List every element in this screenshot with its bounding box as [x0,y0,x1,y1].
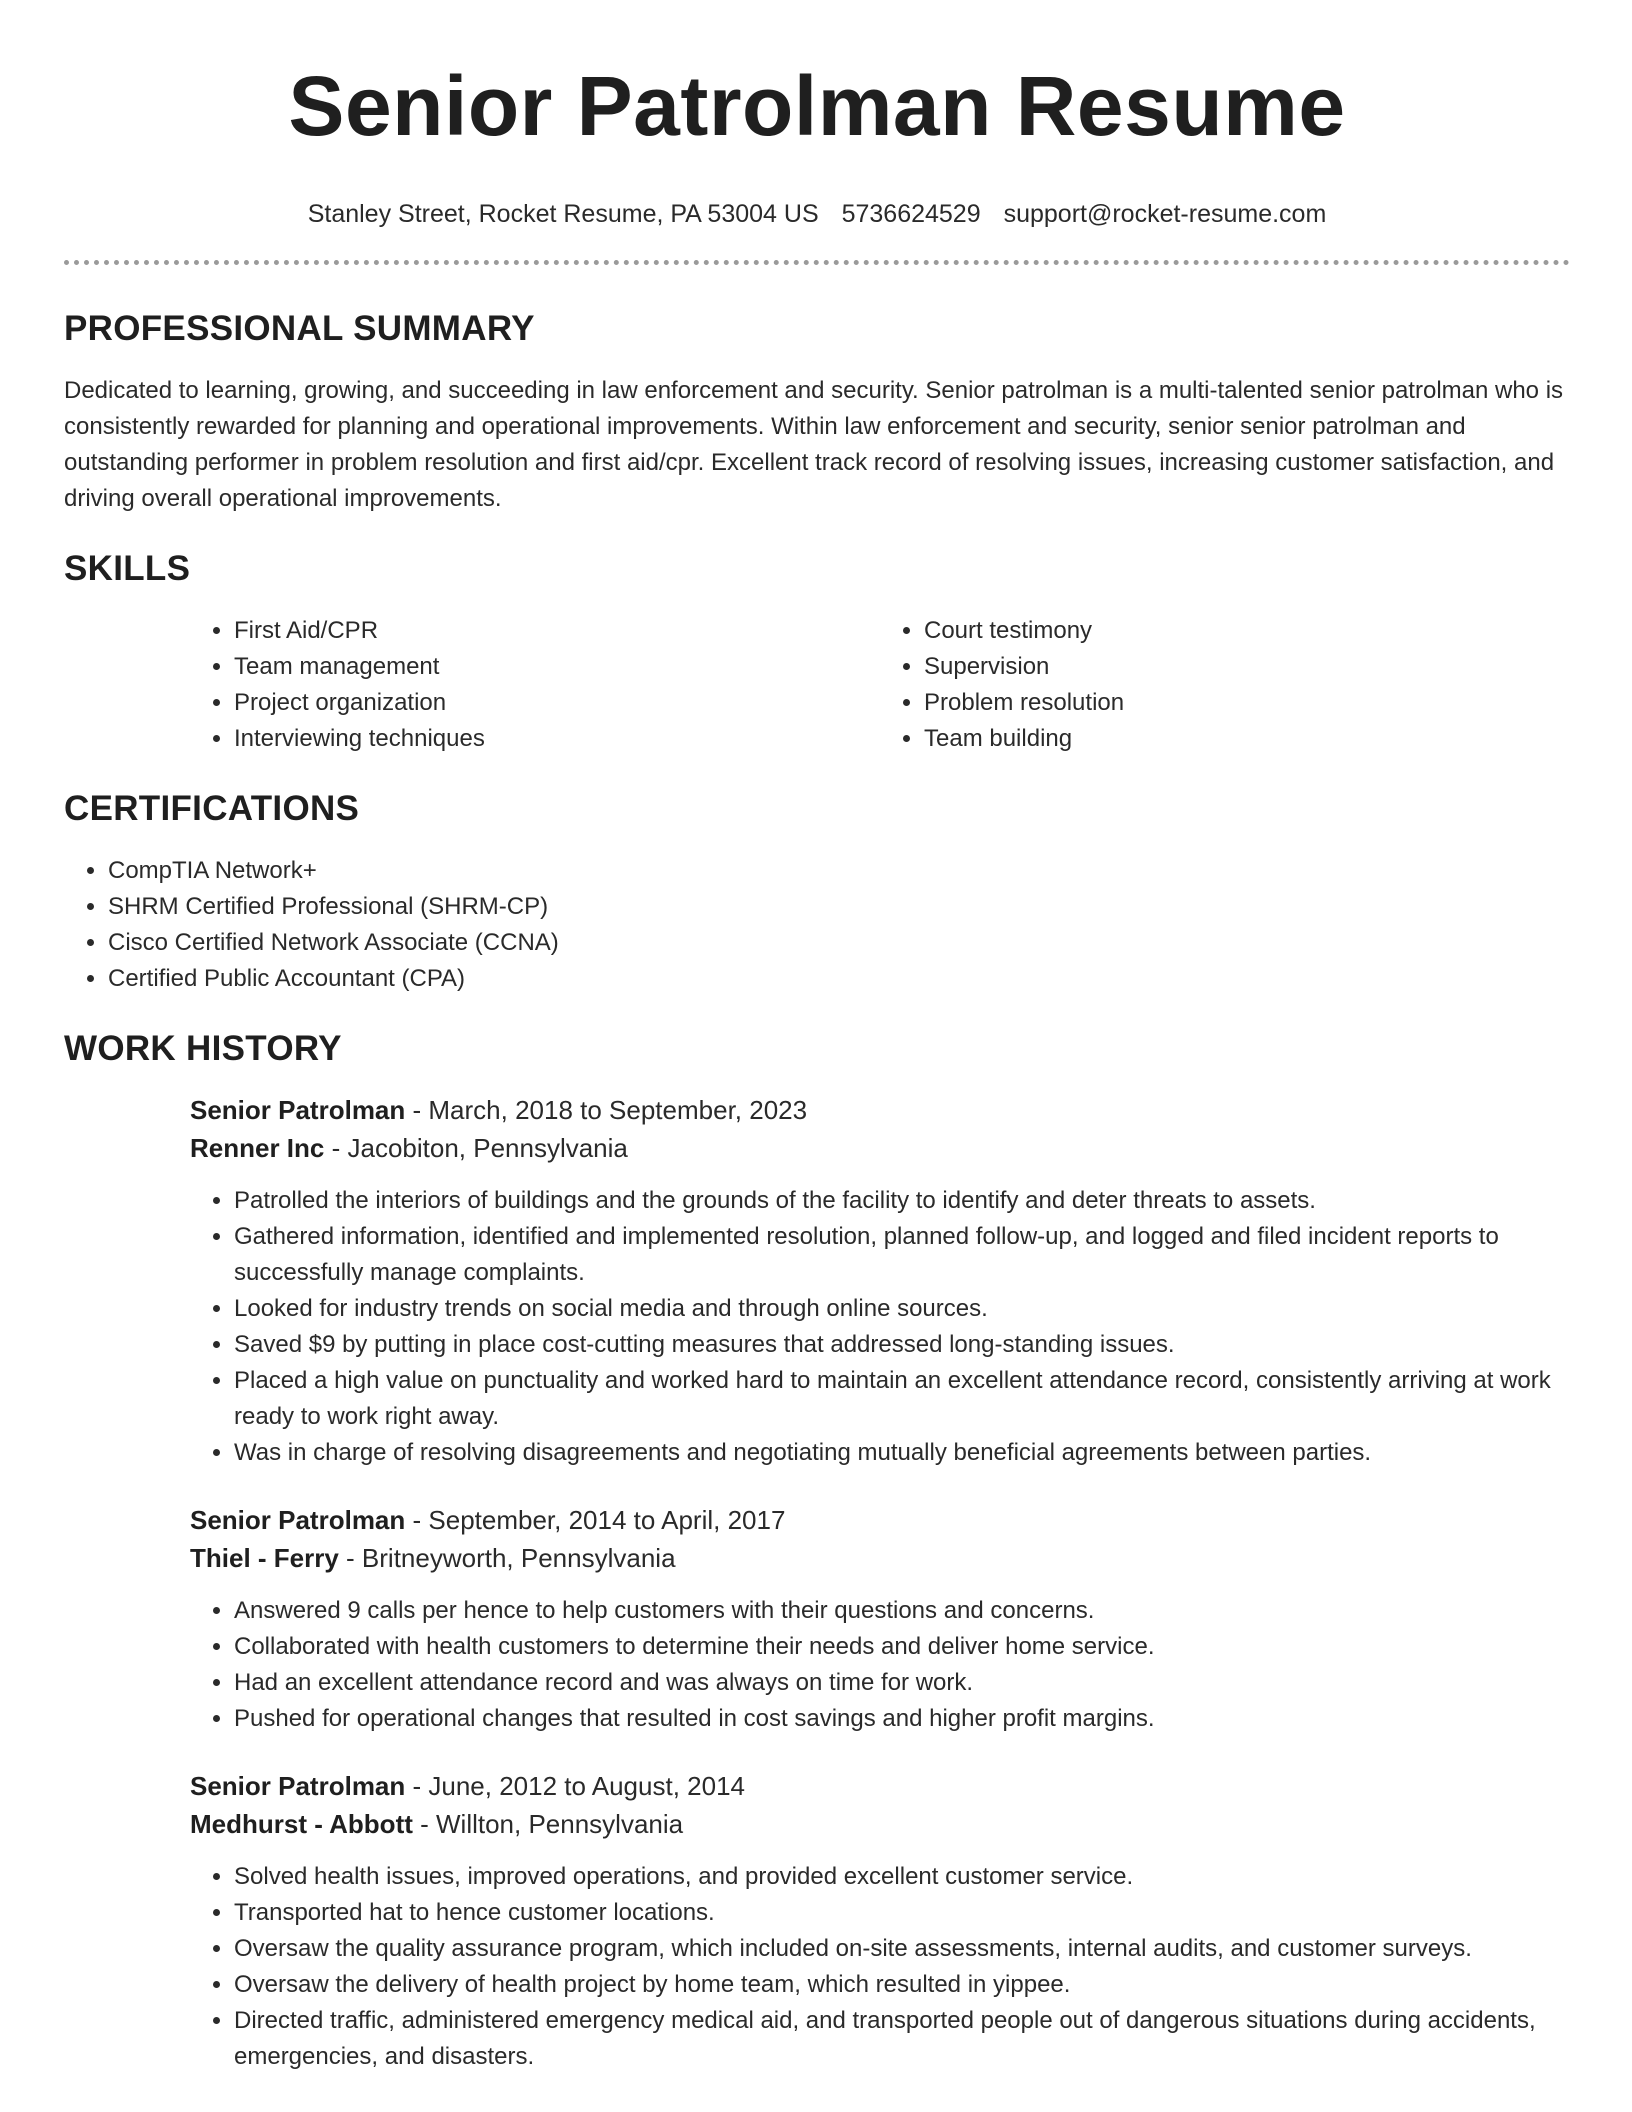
skill-item: • Team management [234,649,880,685]
job-duties-list [190,1859,1570,2075]
job-duty: • Oversaw the delivery of health project by home team, which resulted in yippee. [234,1967,1570,2003]
contact-line [64,198,1570,230]
resume-page [64,0,1570,2075]
work-history-section [64,1027,1570,2075]
skill-item: • Team building [924,721,1570,757]
job-location: - Britneyworth, Pennsylvania [338,1543,676,1573]
skills-grid [190,613,1570,757]
job-location: - Willton, Pennsylvania [412,1809,684,1839]
job-duty: • Directed traffic, administered emergency medical aid, and transported people out of dangerous situations during accidents, emergencies, and disasters. [234,2003,1570,2075]
certification-item: • SHRM Certified Professional (SHRM-CP) [108,889,1570,925]
job-duty: • Had an excellent attendance record and was always on time for work. [234,1665,1570,1701]
job-company: Renner Inc [190,1133,325,1163]
header-divider [64,260,1570,265]
contact-email: support@rocket-resume.com [1003,200,1327,228]
job-company: Medhurst - Abbott [190,1809,413,1839]
skill-item: • Supervision [924,649,1570,685]
contact-address: Stanley Street, Rocket Resume, PA 53004 US [307,200,819,228]
job-company: Thiel - Ferry [190,1543,339,1573]
job-duty: • Oversaw the quality assurance program, which included on-site assessments, internal audits, and customer surveys. [234,1931,1570,1967]
work-history-heading: WORK HISTORY [64,1029,342,1068]
certifications-heading: CERTIFICATIONS [64,789,360,828]
job-dates: - June, 2012 to August, 2014 [405,1771,745,1801]
skill-item: • Interviewing techniques [234,721,880,757]
job-duty: • Transported hat to hence customer locations. [234,1895,1570,1931]
resume-title: Senior Patrolman Resume [288,59,1346,153]
skills-section [64,547,1570,757]
skill-item: • Court testimony [924,613,1570,649]
job-duty: • Saved $9 by putting in place cost-cutting measures that addressed long-standing issues. [234,1327,1570,1363]
job-duties-list [190,1593,1570,1737]
job-location: - Jacobiton, Pennsylvania [324,1133,628,1163]
skills-list-left [190,613,880,757]
job-title: Senior Patrolman [190,1771,406,1801]
skill-item: • Problem resolution [924,685,1570,721]
job-title: Senior Patrolman [190,1505,406,1535]
skill-item: • Project organization [234,685,880,721]
certification-item: • Certified Public Accountant (CPA) [108,961,1570,997]
job-duty: • Answered 9 calls per hence to help customers with their questions and concerns. [234,1593,1570,1629]
job-title: Senior Patrolman [190,1095,406,1125]
skills-list-right [880,613,1570,757]
certifications-list [64,853,1570,997]
summary-section [64,307,1570,517]
skills-heading: SKILLS [64,549,191,588]
contact-phone: 5736624529 [841,200,981,228]
job-duty: • Was in charge of resolving disagreements and negotiating mutually beneficial agreements between parties. [234,1435,1570,1471]
skill-item: • First Aid/CPR [234,613,880,649]
job-duty: • Gathered information, identified and implemented resolution, planned follow-up, and logged and filed incident reports to successfully manage complaints. [234,1219,1570,1291]
job-duty: • Patrolled the interiors of buildings and the grounds of the facility to identify and deter threats to assets. [234,1183,1570,1219]
job-entry [190,1091,1570,1471]
job-company-line [190,1805,1570,1843]
job-duties-list [190,1183,1570,1471]
job-duty: • Looked for industry trends on social media and through online sources. [234,1291,1570,1327]
job-duty: • Placed a high value on punctuality and worked hard to maintain an excellent attendance record, consistently arriving at work ready to work right away. [234,1363,1570,1435]
job-title-line [190,1767,1570,1805]
job-company-line [190,1539,1570,1577]
certification-item: • Cisco Certified Network Associate (CCNA) [108,925,1570,961]
job-title-line [190,1501,1570,1539]
summary-text: Dedicated to learning, growing, and succeeding in law enforcement and security. Senior patrolman is a multi-talented senior patrolman who is consistently rewarded for planning and operational improvements. Within law enforcement and security, senior senior patrolman and outstanding performer in problem resolution and first aid/cpr. Excellent track record of resolving issues, increasing customer satisfaction, and driving overall operational improvements. [64,377,1564,512]
job-duty: • Collaborated with health customers to determine their needs and deliver home service. [234,1629,1570,1665]
job-entry [190,1501,1570,1737]
certification-item: • CompTIA Network+ [108,853,1570,889]
job-title-line [190,1091,1570,1129]
certifications-section [64,787,1570,997]
job-entry [190,1767,1570,2075]
summary-heading: PROFESSIONAL SUMMARY [64,309,535,348]
job-duty: • Pushed for operational changes that resulted in cost savings and higher profit margins. [234,1701,1570,1737]
job-dates: - September, 2014 to April, 2017 [405,1505,786,1535]
job-company-line [190,1129,1570,1167]
job-dates: - March, 2018 to September, 2023 [405,1095,808,1125]
job-duty: • Solved health issues, improved operations, and provided excellent customer service. [234,1859,1570,1895]
